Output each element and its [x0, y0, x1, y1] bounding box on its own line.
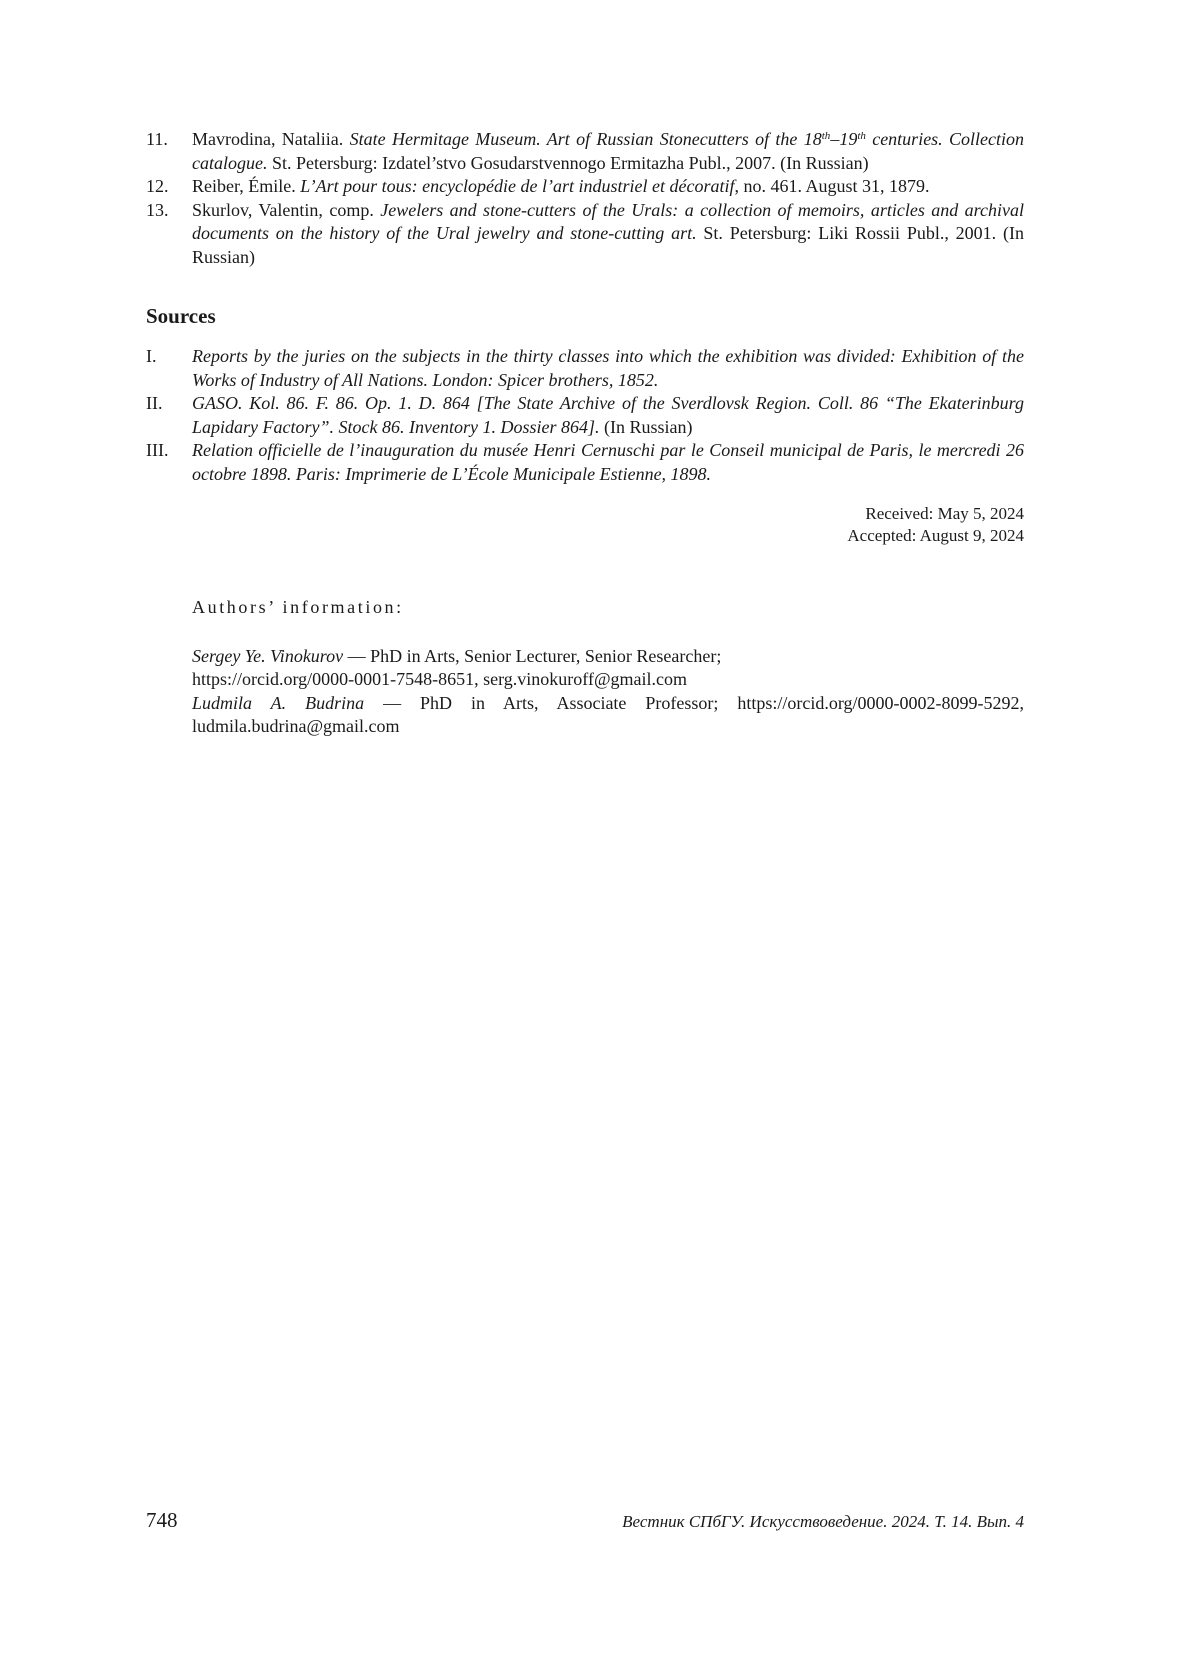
authors-heading: Authors’ information: — [192, 597, 404, 617]
source-text — [192, 439, 1024, 486]
source-number: I. — [146, 346, 157, 366]
source-number: II. — [146, 393, 163, 413]
source-title: Relation officielle de l’inauguration du musée Henri Cernuschi par le Conseil municipal de Paris, le mercredi 26 octobre 1898. Paris: Imprimerie de L’École Municipale Estienne, 1898. — [192, 440, 1024, 484]
reference-number: 11. — [146, 129, 168, 149]
reference-rest: St. Petersburg: Liki Rossii Publ., 2001. (In Russian) — [192, 223, 1024, 267]
reference-text — [192, 175, 1024, 199]
source-item — [146, 392, 1024, 439]
reference-title-part: State Hermitage Museum. Art of Russian Stonecutters of the 18 — [349, 129, 822, 149]
reference-title-part: centuries. Collection catalogue. — [192, 129, 1025, 173]
superscript: th — [821, 130, 831, 142]
reference-author: Skurlov, Valentin, comp. — [192, 199, 381, 220]
reference-item — [146, 128, 1024, 175]
source-rest: (In Russian) — [599, 416, 693, 437]
author-name: Ludmila A. Budrina — [192, 692, 365, 713]
reference-text — [192, 199, 1024, 270]
reference-item — [146, 175, 1024, 199]
author-name: Sergey Ye. Vinokurov — [192, 645, 344, 666]
sources-heading: Sources — [146, 304, 216, 328]
source-text — [192, 345, 1024, 392]
accepted-date: Accepted: August 9, 2024 — [847, 526, 1024, 545]
reference-title: L’Art pour tous: encyclopédie de l’art industriel et décoratif — [300, 176, 735, 196]
page-content — [146, 128, 1024, 739]
source-title: GASO. Kol. 86. F. 86. Op. 1. D. 864 [The State Archive of the Sverdlovsk Region. Coll. 86 “The Ekaterinburg Lapidary Factory”. Stock 86. Inventory 1. Dossier 864]. — [192, 393, 1024, 437]
source-number: III. — [146, 440, 169, 460]
reference-rest: , no. 461. August 31, 1879. — [734, 176, 930, 196]
reference-text — [192, 128, 1024, 175]
reference-number: 12. — [146, 176, 169, 196]
source-item — [146, 345, 1024, 392]
authors-info — [192, 645, 1024, 739]
reference-number: 13. — [146, 199, 169, 220]
superscript: th — [857, 130, 866, 142]
article-dates — [146, 503, 1024, 547]
author-entry — [192, 645, 1024, 692]
source-text — [192, 392, 1024, 439]
source-item — [146, 439, 1024, 486]
page-number: 748 — [146, 1508, 178, 1532]
author-entry — [192, 692, 1024, 739]
reference-author: Reiber, Émile. — [192, 176, 301, 196]
reference-title: Jewelers and stone-cutters of the Urals: a collection of memoirs, articles and archival documents on the history of the Ural jewelry and stone-cutting art. — [192, 199, 1024, 243]
source-title: Reports by the juries on the subjects in the thirty classes into which the exhibition was divided: Exhibition of the Works of Industry of All Nations. London: Spicer brothers, 1852. — [192, 346, 1024, 390]
reference-title-part: –19 — [830, 129, 858, 149]
author-details: — PhD in Arts, Senior Lecturer, Senior Researcher; — [343, 645, 722, 666]
author-contacts: https://orcid.org/0000-0001-7548-8651, serg.vinokuroff@gmail.com — [192, 669, 688, 689]
reference-author: Mavrodina, Nataliia. — [192, 129, 350, 149]
author-details: — PhD in Arts, Associate Professor; https://orcid.org/0000-0002-8099-5292, ludmila.budrina@gmail.com — [192, 692, 1024, 736]
journal-title: Вестник СПбГУ. Искусствоведение. 2024. Т. 14. Вып. 4 — [622, 1512, 1024, 1531]
reference-item — [146, 199, 1024, 270]
page-footer — [146, 1508, 1024, 1533]
reference-rest: St. Petersburg: Izdatel’stvo Gosudarstvennogo Ermitazha Publ., 2007. (In Russian) — [267, 152, 869, 173]
received-date: Received: May 5, 2024 — [865, 504, 1024, 523]
